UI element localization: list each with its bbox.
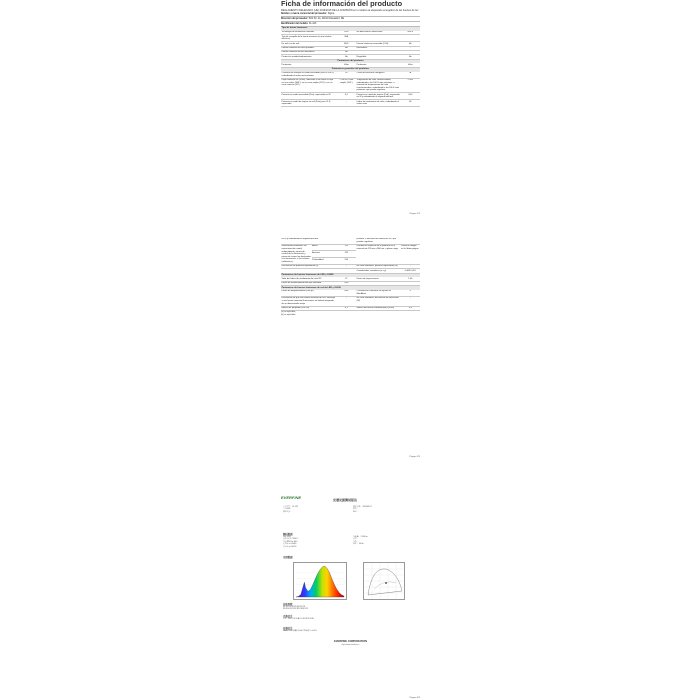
value-cell: LED <box>337 31 356 35</box>
corporation-url: http://www.everfine.cn <box>341 644 360 646</box>
param-line: 显色指数 Ra: 80.0 <box>283 540 298 543</box>
value-cell: 0,00 <box>401 93 420 100</box>
section-test-data: 测试数据 <box>283 533 293 536</box>
param-cell: Factor de desplazamiento (cos φ1) <box>281 290 337 296</box>
render-indices <box>283 606 308 611</box>
param-cell: Coordenadas cromáticas (x e y) <box>356 269 400 273</box>
param-cell: Tecnología de iluminación utilizada: <box>281 31 337 35</box>
footnote: (b) no aplicable; <box>281 313 296 316</box>
value-cell: - <box>401 265 420 269</box>
table-row <box>281 269 420 273</box>
info-line: 测试日期： 2023-03-21 <box>353 506 372 508</box>
table-row <box>281 35 420 42</box>
param-cell: Potencia en modo encendido (Pon), expresada en W <box>281 93 337 100</box>
param-cell: Factor de supervivencia <box>356 277 400 281</box>
param-cell: Flujo luminoso útil (Φuse), indicando si se refiere al flujo en una esfera (360°), en un cono amplio (120°) o en un cono estrecho (90°) <box>281 78 337 93</box>
field-value: FL-123 <box>308 22 317 25</box>
value-cell <box>401 238 420 244</box>
dimension-value: 250 <box>337 258 356 265</box>
param-cell: Tipo de casquillo de la fuente luminosa (u otra interfaz eléctrica) <box>281 35 337 42</box>
param-cell <box>356 281 400 285</box>
dimensions-table <box>281 245 420 265</box>
param-cell: Métrica del efecto estroboscópico (SVM) <box>356 306 400 310</box>
dimension-value: 125 <box>337 245 356 251</box>
led-params-table <box>281 277 420 286</box>
param-cell: Fuente luminosa de alta luminancia: <box>281 50 337 54</box>
value-cell: 1,00 <box>401 277 420 281</box>
value-cell: 12 <box>337 277 356 281</box>
left-info <box>283 506 298 513</box>
value-cell: MLS <box>337 42 356 46</box>
value-cell: 4 <box>401 290 420 296</box>
section-spectrum: 光谱数据 <box>283 556 293 559</box>
param-cell: Fuente luminosa conectada (CLS): <box>356 42 400 46</box>
field-label: Nombre o marca comercial del proveedor: <box>281 12 328 15</box>
param-cell: Consumo de energía en modo encendido (kWh/1 000 h), redondeado al entero más próximo <box>281 72 337 78</box>
spectrum-chart <box>293 562 347 600</box>
param-line: CIE 1931: <box>283 536 291 538</box>
value-cell: No <box>337 50 356 54</box>
source-info-line: U 1 ~ 230 V I 0.10 A P 0.20 W PF 0.86 <box>283 618 314 620</box>
info-line: 产品规格： <box>283 508 292 511</box>
regulation-text: REGLAMENTO DELEGADO (UE) 2019/2015 DE LA COMISIÓN en lo relativo al etiquetado energético de las fuentes de luz <box>281 9 419 12</box>
value-cell <box>337 269 356 273</box>
value-cell: 0,468 0,415 <box>401 269 420 273</box>
param-cell: Valor del índice de rendimiento de color R9 <box>281 277 337 281</box>
param-line: 光效： <box>353 540 359 543</box>
table-row <box>281 78 420 93</box>
dimension-key: Profundidad <box>312 258 337 265</box>
param-cell: Métrica de parpadeo (Pst LM) <box>281 306 337 310</box>
chromaticity-chart <box>363 562 405 600</box>
document-page-1 <box>281 0 420 216</box>
value-cell: No <box>401 55 420 59</box>
param-cell: No direccional o direccional: <box>356 31 400 35</box>
param-cell: Índice de rendimiento de color, redondeado al entero más <box>356 100 399 106</box>
table-row <box>281 55 420 59</box>
value-cell: A <box>401 72 420 78</box>
field-label: Dirección del proveedor: <box>281 17 309 20</box>
mains-led-params-band: Parámetros de fuentes luminosas de red de LED y OLED: <box>281 286 420 290</box>
info-line: 测试人员： <box>283 510 292 513</box>
param-cell: Protección antideslumbramiento: <box>281 55 337 59</box>
value-cell: 2 900 <box>401 78 420 93</box>
field-value: Sigma <box>327 12 335 15</box>
spectrum-reference: Véase la imagen en la última página <box>401 245 420 264</box>
value-cell: 0,86 <box>337 290 356 296</box>
general-params-band: Parámetros generales del producto: <box>281 68 420 72</box>
chromaticity-svg <box>364 563 404 599</box>
param-line: 色坐标 y: 0.4150 <box>283 545 297 548</box>
page-number: Página 2/3 <box>409 456 420 458</box>
table-row <box>281 306 420 310</box>
header-value-2: Valor <box>401 63 420 67</box>
page-title: Ficha de información del producto <box>281 0 403 8</box>
param-cell: Consistencia cromática en elipses de MacAdam <box>356 290 400 296</box>
dimension-key: Altura <box>312 245 337 251</box>
table-row <box>281 238 420 244</box>
page-number: Página 1/3 <box>409 213 420 215</box>
value-cell: - <box>337 296 356 306</box>
info-line: 产品型号： FL-123 <box>283 506 299 508</box>
spectrum-label: Distribución espectral de la potencia en el intervalo de 250 nm a 800 nm, a plena carga <box>356 245 400 264</box>
value-cell: - <box>401 296 420 306</box>
device-info-line: HAAS-2000 高精度快速光谱辐射计 ±0.3% <box>283 630 317 632</box>
product-params-band: Parámetros del producto <box>281 60 420 64</box>
param-cell: Envolvente: <box>356 46 400 50</box>
value-cell: 80 <box>401 100 420 107</box>
value-cell <box>401 35 420 42</box>
value-cell <box>337 238 356 244</box>
param-cell: en W y redondeada al segundo decimal <box>281 238 337 244</box>
spectrum-svg <box>294 563 346 599</box>
continued-table <box>281 238 420 245</box>
index-line: R1 R2 R3 R4 R5 R6 R7 R8 <box>283 606 305 608</box>
param-line: 色坐标 x: 0.4680 <box>283 543 297 546</box>
dimensions-label: Dimensiones exteriores sin mecanismo de control independiente, piezas de control de la iluminación y piezas de control no destinadas a la iluminación, si las hubiera (milímetros) <box>281 245 311 263</box>
table-row <box>281 93 420 100</box>
section-source-info: 光源信息 <box>283 615 293 618</box>
footnote: (a) no aplicable; <box>281 310 296 313</box>
field-label: Identificador del modelo: <box>281 22 309 25</box>
index-line: R9 R10 R11 R12 R13 R14 R15 <box>283 608 308 611</box>
param-cell <box>356 35 400 42</box>
param-cell: De red o no de red: <box>281 42 337 46</box>
value-cell <box>401 281 420 285</box>
dimension-key: Anchura <box>312 251 337 258</box>
value-cell: 0,90 <box>337 281 356 285</box>
header-param-1: Parámetro <box>281 63 337 67</box>
param-cell: Temperatura de color correlacionada, redondeada a los 100 K más próximos, o intervalo de temperaturas de color correlacionadas, redondeado a los 100 K más próximos, que puede regularse <box>356 78 400 92</box>
param-cell <box>281 269 337 273</box>
params-left <box>283 536 298 548</box>
value-cell: - <box>401 46 420 50</box>
value-cell: 0,1 <box>337 306 356 310</box>
value-cell: 0,2 <box>337 93 356 100</box>
mains-led-params-table <box>281 290 420 311</box>
param-cell: Clase de eficiencia energética <box>356 72 400 78</box>
value-cell: No <box>337 46 356 50</box>
param-cell: Fuente luminosa de color ajustable: <box>281 46 337 50</box>
params-right <box>353 536 368 546</box>
supplier-fields <box>281 12 420 27</box>
param-cell: En caso afirmativo, declaración de sustitución (W) <box>356 296 400 306</box>
corporation-name: EVERFINE CORPORATION <box>334 640 367 643</box>
dimension-value: 125 <box>337 251 356 258</box>
document-page-3 <box>281 480 420 700</box>
led-params-band: Parámetros de fuentes luminosas de LED y OLED: <box>281 274 420 278</box>
footnotes <box>281 311 420 317</box>
info-line: 温度： <box>353 508 359 511</box>
param-cell: Declaración de que una fuente luminosa de LED sustituye a una fuente luminosa fluorescente sin balasto integrado de un determinado vataje <box>281 297 336 305</box>
param-cell: Potencia en modo de espera en red (Pnet) para CLS, expresada <box>281 100 337 107</box>
param-line: 光通量： 2 500 lm <box>353 536 368 538</box>
param-cell: En caso afirmativo, potencia equivalente (W) <box>356 265 400 269</box>
general-params-table <box>281 72 420 108</box>
right-info <box>353 506 372 513</box>
info-line: 湿度： <box>353 510 359 513</box>
brand-logo: EVERFINE <box>281 495 302 500</box>
spectrum-series-area <box>296 566 344 597</box>
value-cell: NDLS <box>401 31 420 35</box>
value-cell: 24 <box>337 72 356 78</box>
param-line: 频率： 50 Hz <box>353 543 364 546</box>
page-number: Página 3/3 <box>409 697 420 699</box>
param-line: 功率： <box>353 538 359 541</box>
equivalent-power-table <box>281 265 420 274</box>
certificate-title: 光谱光源测试报告 <box>333 498 358 502</box>
value-cell: No <box>401 42 420 46</box>
field-value: Pilot Str. 44, 40211 Düsseldorf, DE <box>308 17 345 20</box>
param-cell: Declaración de potencia equivalente (a) <box>281 265 337 269</box>
param-cell: Factor de mantenimiento del flujo luminoso <box>281 281 337 285</box>
light-type-table <box>281 31 420 60</box>
param-cell: próximo, o intervalo de valores de IRC que pueden regularse <box>356 238 400 244</box>
param-line: 色温 CCT: 2 900 K <box>283 538 298 541</box>
header-value-1: Valor <box>337 63 356 67</box>
section-device-info: 仪器信息 <box>283 627 293 630</box>
light-type-band: Tipo de fuente luminosa: <box>281 27 420 31</box>
table-row <box>281 296 420 306</box>
document-page-2 <box>281 238 420 460</box>
value-cell: N/A <box>337 35 356 42</box>
value-cell: 0,3 <box>401 306 420 310</box>
param-cell: Regulable: <box>356 55 400 59</box>
value-cell: - <box>337 265 356 269</box>
value-cell: - <box>337 100 356 107</box>
table-row <box>281 100 420 107</box>
header-param-2: Parámetro <box>356 63 400 67</box>
table-row <box>281 281 420 285</box>
value-cell: 2 500 en Cono amplio (120°) <box>337 78 356 93</box>
section-other-params: 其他参数 <box>283 603 293 606</box>
value-cell: No <box>337 55 356 59</box>
param-cell: Potencia en modo de espera (Psb), expresada en W y redondeada al segundo decimal <box>356 93 400 99</box>
